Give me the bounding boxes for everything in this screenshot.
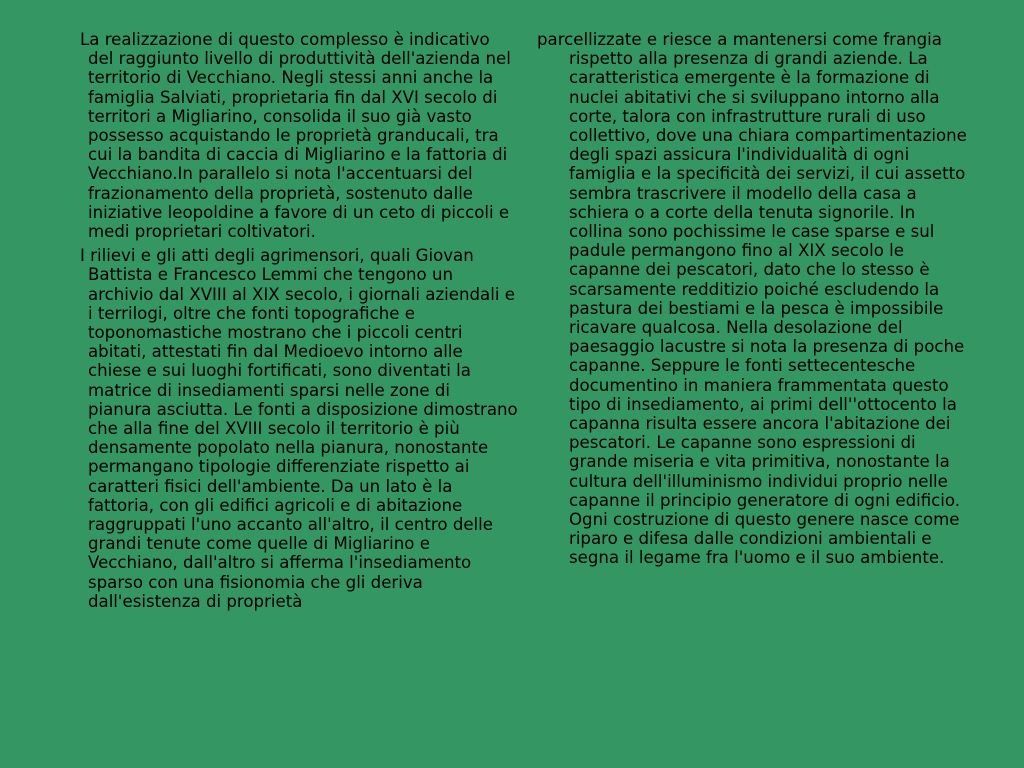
right-text-column	[537, 30, 969, 568]
left-paragraph-1: La realizzazione di questo complesso è indicativo del raggiunto livello di produttività dell'azienda nel territorio di Vecchiano. Negli stessi anni anche la famiglia Salviati, proprietaria fin dal XVI secolo di territori a Migliarino, consolida il suo già vasto possesso acquistando le proprietà granducali, tra cui la bandita di caccia di Migliarino e la fattoria di Vecchiano.In parallelo si nota l'accentuarsi del frazionamento della proprietà, sostenuto dalle iniziative leopoldine a favore di un ceto di piccoli e medi proprietari coltivatori.	[80, 30, 511, 242]
left-paragraph-2: I rilievi e gli atti degli agrimensori, quali Giovan Battista e Francesco Lemmi che tengono un archivio dal XVIII al XIX secolo, i giornali aziendali e i terrilogi, oltre che fonti topografiche e toponomastiche mostrano che i piccoli centri abitati, attestati fin dal Medioevo intorno alle chiese e sui luoghi fortificati, sono diventati la matrice di insediamenti sparsi nelle zone di pianura asciutta. Le fonti a disposizione dimostrano che alla fine del XVIII secolo il territorio è più densamente popolato nella pianura, nonostante permangano tipologie differenziate rispetto ai caratteri fisici dell'ambiente. Da un lato è la fattoria, con gli edifici agricoli e di abitazione raggruppati l'uno accanto all'altro, il centro delle grandi tenute come quelle di Migliarino e Vecchiano, dall'altro si afferma l'insediamento sparso con una fisionomia che gli deriva dall'esistenza di proprietà	[80, 246, 518, 611]
right-paragraph-1: parcellizzate e riesce a mantenersi come frangia rispetto alla presenza di grandi aziende. La caratteristica emergente è la formazione di nuclei abitativi che si sviluppano intorno alla corte, talora con infrastrutture rurali di uso collettivo, dove una chiara compartimentazione degli spazi assicura l'individualità di ogni famiglia e la specificità dei servizi, il cui assetto sembra trascrivere il modello della casa a schiera o a corte della tenuta signorile. In collina sono pochissime le case sparse e sul padule permangono fino al XIX secolo le capanne dei pescatori, dato che lo stesso è scarsamente redditizio poiché escludendo la pastura dei bestiami e la pesca è impossibile ricavare qualcosa. Nella desolazione del paesaggio lacustre si nota la presenza di poche capanne. Seppure le fonti settecentesche documentino in maniera frammentata questo tipo di insediamento, ai primi dell''ottocento la capanna risulta essere ancora l'abitazione dei pescatori. Le capanne sono espressioni di grande miseria e vita primitiva, nonostante la cultura dell'illuminismo individui proprio nelle capanne il principio generatore di ogni edificio. Ogni costruzione di questo genere nasce come riparo e difesa dalle condizioni ambientali e segna il legame fra l'uomo e il suo ambiente.	[537, 30, 967, 568]
left-text-column	[56, 30, 518, 611]
